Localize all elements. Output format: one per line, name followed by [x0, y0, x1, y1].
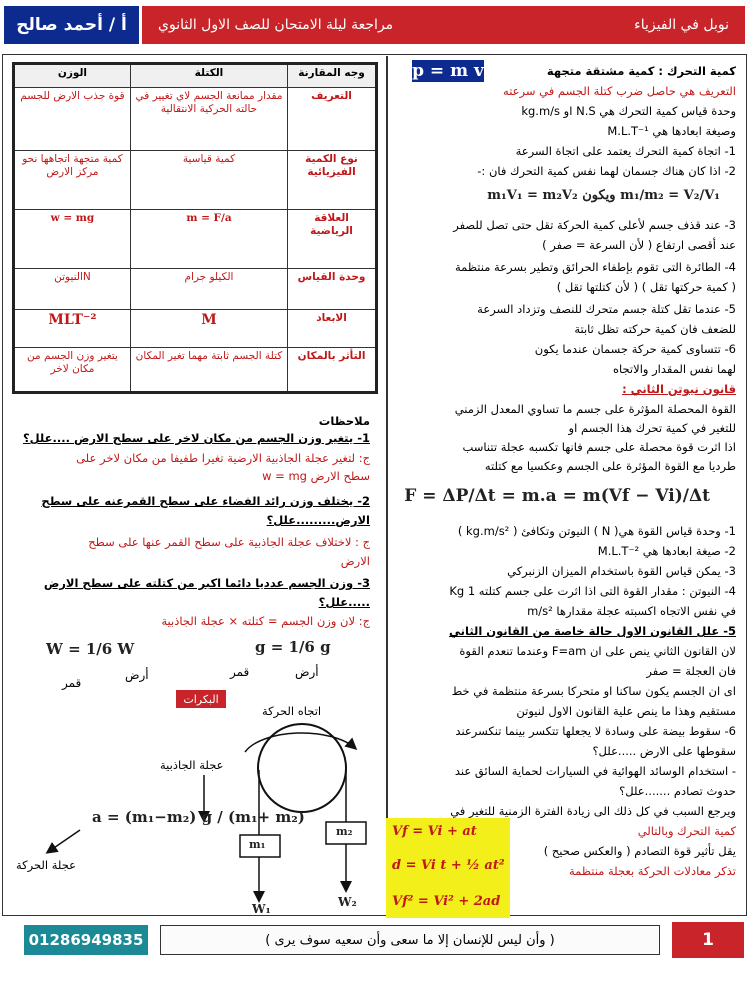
newton2-line: لان القانون الثاني ينص على ان F=am وعندما تنعدم القوة	[459, 644, 736, 658]
pulley-wheel	[258, 724, 346, 812]
table-cell: العلاقة الرياضية	[288, 210, 377, 269]
momentum-equation: m₁/m₂ = V₂/V₁ ويكون m₁V₁ = m₂V₂	[487, 188, 720, 203]
table-cell: MLT⁻²	[14, 309, 131, 348]
note-line: 2- يختلف وزن رائد الفضاء على سطح القمرعنه على سطح	[41, 494, 370, 508]
newton2-title: قانون نيوتن الثاني :	[622, 382, 736, 396]
table-cell: m = F/a	[130, 210, 287, 269]
momentum-point: ( كمية حركتها تقل ) ( لأن كتلتها تقل )	[556, 280, 736, 294]
brand-title: نوبل في الفيزياء	[634, 17, 729, 33]
momentum-dims: وصيغة ابعادها هي M.L.T⁻¹	[607, 124, 736, 138]
newton2-line: اذا اثرت قوة محصلة على جسم فانها تكسبه عجلة تتناسب	[462, 440, 736, 454]
momentum-point: 3- عند قذف جسم لأعلى كمية الحركة تقل حتى تصل للصفر	[453, 218, 736, 232]
table-cell: يتغير وزن الجسم من مكان لاخر	[14, 348, 131, 393]
newton2-formula: F = ΔP/Δt = m.a = m(Vf − Vi)/Δt	[404, 486, 710, 506]
table-header: الوزن	[14, 64, 131, 88]
m1-label: m₁	[249, 838, 266, 851]
newton2-line: سقوطها على الارض .....علل؟	[592, 744, 736, 758]
pulley-diagram	[0, 0, 386, 918]
notes-title: ملاحظات	[318, 414, 370, 428]
newton2-line: - استخدام الوسائد الهوائية في السيارات لحماية السائق عند	[454, 764, 736, 778]
table-cell: M	[130, 309, 287, 348]
newton2-line: 1- وحدة قياس القوة هي( N ) النيوتن وتكافئ ( kg.m/s² )	[457, 524, 736, 538]
lesson-subtitle: مراجعة ليلة الامتحان للصف الاول الثانوي	[158, 17, 394, 33]
note-line: الارض	[340, 554, 370, 568]
kinematics-eq: Vf² = Vi² + 2ad	[392, 894, 501, 909]
momentum-point: عند أقصى ارتفاع ( لأن السرعة = صفر )	[542, 238, 736, 252]
newton2-line: حدوث تصادم .......علل؟	[619, 784, 736, 798]
newton2-line: ويرجع السبب في كل ذلك الى زيادة الفترة الزمنية للتغير في	[450, 804, 736, 818]
momentum-point: 2- اذا كان هناك جسمان لهما نفس كمية التحرك فان :-	[477, 164, 736, 178]
newton2-line: القوة المحصلة المؤثرة على جسم ما تساوي المعدل الزمني	[454, 402, 736, 416]
momentum-formula-badge: p = m v	[412, 61, 484, 81]
label-earth: أرض	[295, 665, 319, 679]
note-line: 1- يتغير وزن الجسم من مكان لاخر على سطح الارض ....علل؟	[23, 431, 370, 445]
note-line: سطح الارض w = mg	[262, 469, 370, 483]
table-cell: الكيلو جرام	[130, 269, 287, 310]
newton2-line: 3- يمكن قياس القوة باستخدام الميزان الزنبركي	[507, 564, 736, 578]
author-banner: أ / أحمد صالح	[4, 6, 139, 44]
momentum-unit: وحدة قياس كمية التحرك هي N.S او kg.m/s	[521, 104, 736, 118]
m2-label: m₂	[336, 825, 353, 838]
w2-label: W₂	[338, 895, 357, 909]
note-line: الارض.........علل؟	[266, 513, 370, 527]
table-cell: كمية قياسية	[130, 151, 287, 210]
phone-number: 01286949835	[24, 925, 148, 955]
label-earth: أرض	[125, 668, 149, 682]
momentum-definition: التعريف هي حاصل ضرب كتلة الجسم في سرعته	[503, 84, 736, 98]
table-cell: التأثر بالمكان	[288, 348, 377, 393]
newton2-line: اى ان الجسم يكون ساكنا او متحركا بسرعة منتظمة في خط	[451, 684, 736, 698]
newton2-line: فان العجلة = صفر	[646, 664, 736, 678]
kinematics-eq: d = Vi t + ½ at²	[392, 858, 505, 873]
motion-direction-label: اتجاه الحركة	[262, 704, 322, 718]
momentum-point: 5- عندما تقل كتلة جسم متحرك للنصف وتزداد السرعة	[477, 302, 736, 316]
gravity-accel-label: عجلة الجاذبية	[160, 758, 224, 772]
momentum-point: للضعف فان كمية حركته تظل ثابتة	[574, 322, 736, 336]
momentum-title: كمية التحرك : كمية مشتقة متجهة	[546, 64, 736, 78]
momentum-point: 6- تتساوى كمية حركة جسمان عندما يكون	[534, 342, 736, 356]
w1-label: W₁	[252, 902, 271, 916]
footer-quote: ( وأن ليس للإنسان إلا ما سعى وأن سعيه سوف يرى )	[160, 925, 660, 955]
table-header: الكتلة	[130, 64, 287, 88]
newton2-line: 5- علل القانون الاول حالة خاصة من القانون الثاني	[449, 624, 736, 638]
momentum-point: 4- الطائرة التى تقوم بإطفاء الحرائق وتطير بسرعة منتظمة	[455, 260, 736, 274]
table-cell: مقدار ممانعة الجسم لاي تغيير في حالته الحركية الانتقالية	[130, 88, 287, 151]
moon-gravity-eq: g = 1/6 g	[255, 638, 331, 656]
table-header: وجه المقارنة	[288, 64, 377, 88]
momentum-point: لهما نفس المقدار والاتجاه	[612, 362, 736, 376]
table-cell: وحدة القياس	[288, 269, 377, 310]
table-cell: كتلة الجسم ثابتة مهما تغير المكان	[130, 348, 287, 393]
page-number: 1	[672, 922, 744, 958]
note-line: 3- وزن الجسم عدديا دائما اكبر من كتلته على سطح الارض	[43, 576, 370, 590]
pulleys-title: البكرات	[176, 690, 226, 708]
table-cell: w = mg	[14, 210, 131, 269]
momentum-point: 1- اتجاة كمية التحرك يعتمد على اتجاة السرعة	[515, 144, 736, 158]
newton2-line: للتغير في كمية تحرك هذا الجسم او	[568, 421, 736, 435]
label-moon: قمر	[62, 676, 82, 690]
note-line: ج : لاختلاف عجلة الجاذبية على سطح القمر عنها على سطح	[88, 535, 370, 549]
table-cell: الابعاد	[288, 309, 377, 348]
moon-weight-eq: W = 1/6 W	[46, 640, 135, 658]
table-cell: كمية متجهة اتجاهها نحو مركز الارض	[14, 151, 131, 210]
newton2-line: 2- صيغة ابعادها هي M.L.T⁻²	[597, 544, 736, 558]
newton2-line: تذكر معادلات الحركة بعجلة منتظمة	[569, 864, 736, 878]
newton2-line: 4- النيوتن : مقدار القوة التى اذا اثرت على جسم كتلته 1 Kg	[449, 584, 736, 598]
column-divider	[386, 56, 388, 916]
table-cell: التعريف	[288, 88, 377, 151]
newton2-line: مستقيم وهذا ما ينص علية القانون الاول لنيوتن	[516, 704, 736, 718]
newton2-line: يقل تأثير قوة التصادم ( والعكس صحيح )	[543, 844, 736, 858]
newton2-line: 6- سقوط بيضة على وسادة لا يجعلها تتكسر بينما تنكسرعند	[455, 724, 736, 738]
pulley-formula: a = (m₁−m₂) g / (m₁+ m₂)	[92, 808, 305, 826]
note-line: .....علل؟	[318, 595, 370, 609]
table-cell: نوع الكمية الفيزيائية	[288, 151, 377, 210]
label-moon: قمر	[230, 665, 250, 679]
newton2-line: كمية التحرك وبالتالي	[637, 824, 736, 838]
note-line: ج: لان وزن الجسم = كتلته × عجلة الجاذبية	[161, 614, 370, 628]
table-cell: قوة جذب الارض للجسم	[14, 88, 131, 151]
note-line: ج: لتغير عجلة الجاذبية الارضية تغيرا طفيفا من مكان لاخر على	[76, 451, 370, 465]
newton2-line: طرديا مع القوة المؤثرة على الجسم وعكسيا مع كتلته	[484, 459, 736, 473]
kinematics-eq: Vf = Vi + at	[392, 824, 477, 839]
motion-accel-label: عجلة الحركة	[16, 858, 77, 872]
table-cell: Nالنيوتن	[14, 269, 131, 310]
newton2-line: في نفس الاتجاه اكسبته عجلة مقدارها m/s²	[527, 604, 736, 618]
